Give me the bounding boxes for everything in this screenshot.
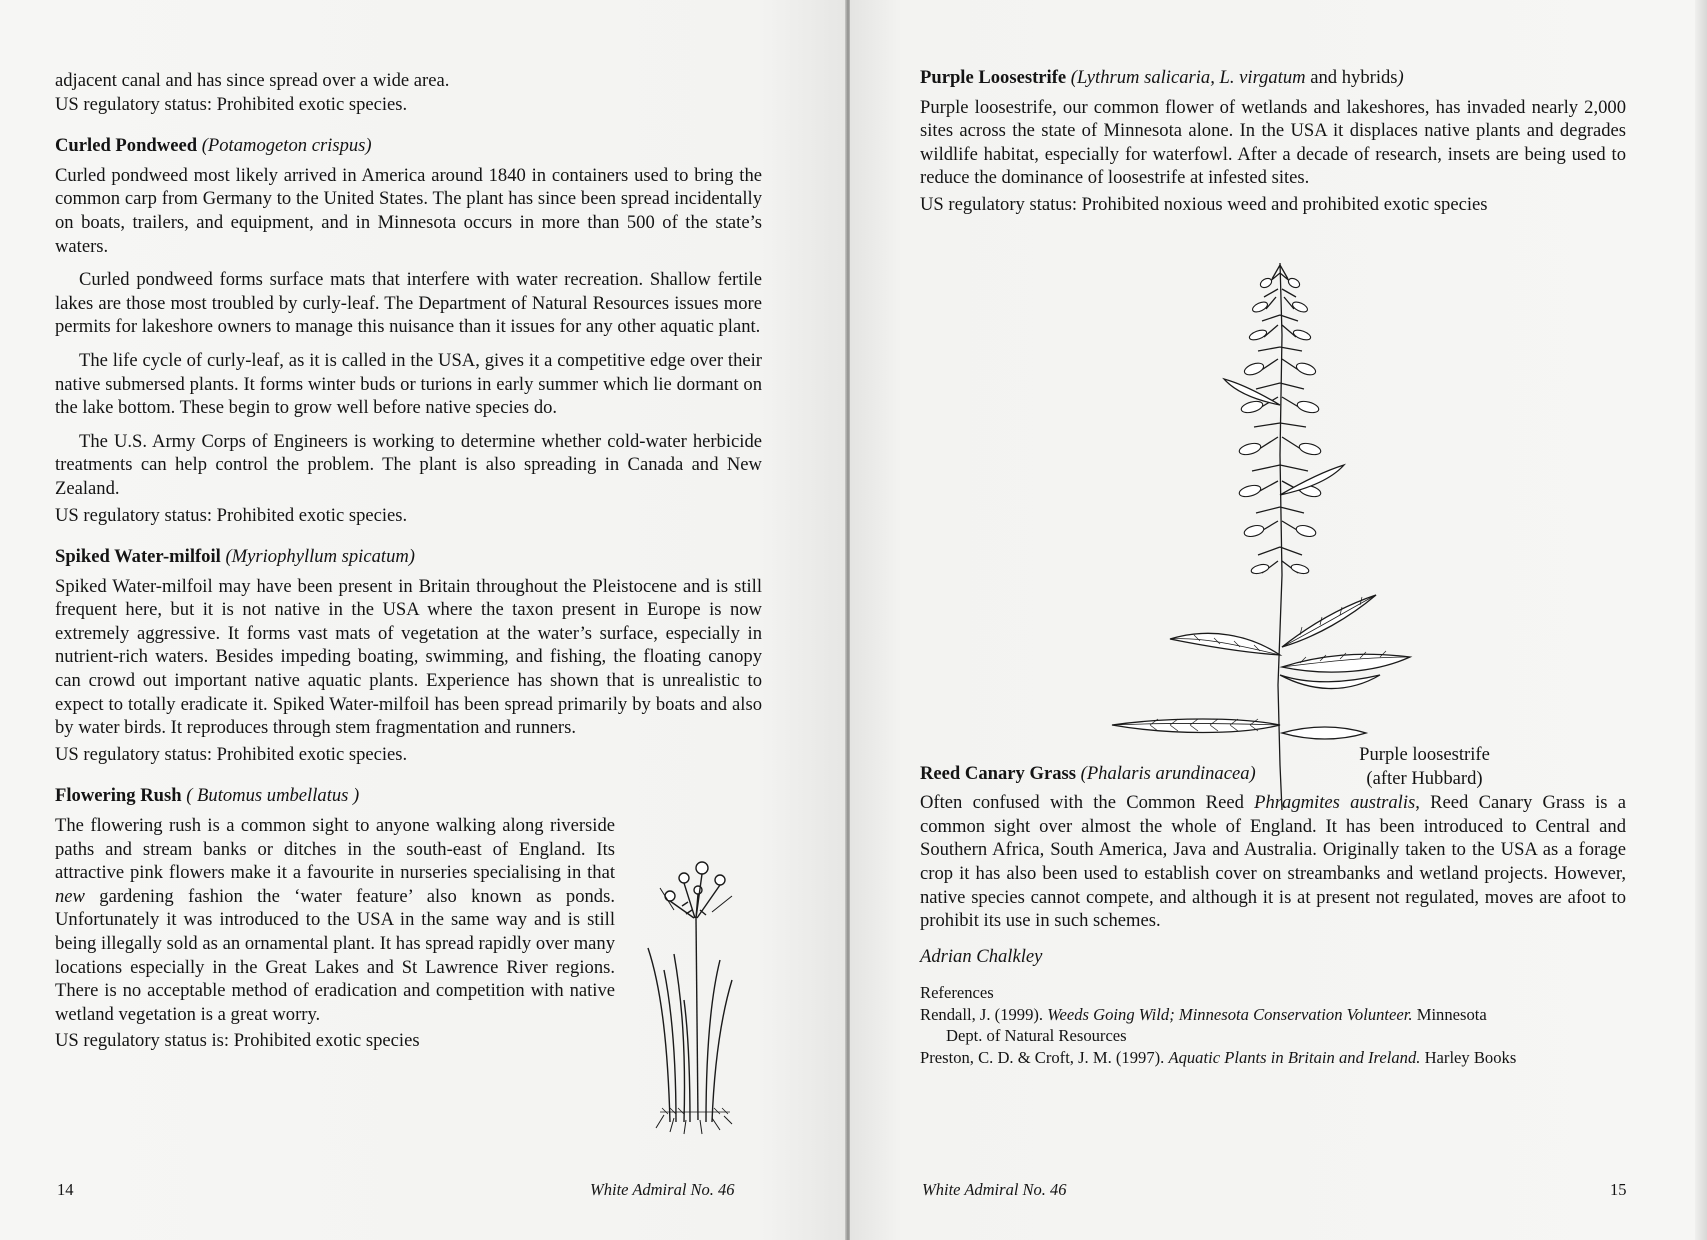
paragraph: Curled pondweed forms surface mats that interfere with water recreation. Shallow fertile lakes are those most troubled by curly-leaf. The Department of Natural Resources issues more permits for lakeshore owners to manage this nuisance than it issues for any other aquatic plant. xyxy=(55,269,762,338)
section-heading-curled-pondweed xyxy=(55,134,762,158)
species-name: Spiked Water-milfoil xyxy=(55,546,221,568)
species-name: Flowering Rush xyxy=(55,785,182,807)
paragraph: Often confused with the Common Reed Phragmites australis, Reed Canary Grass is a common sight over almost the whole of England. It has been introduced to Central and Southern Africa, South America, Java and Australia. Originally taken to the USA as a forage crop it has also been used to establish cover on streambanks and wetland projects. However, native species cannot compete, and although it is at present not regulated, moves are afoot to prohibit its use in such schemes. xyxy=(920,792,1626,932)
regulatory-status: US regulatory status is: Prohibited exotic species xyxy=(55,1030,420,1052)
species-name: Purple Loosestrife xyxy=(920,67,1067,88)
intro-line: adjacent canal and has since spread over a wide area. xyxy=(55,70,450,91)
regulatory-status: US regulatory status: Prohibited exotic species. xyxy=(55,504,408,526)
section-heading-flowering-rush xyxy=(55,784,762,808)
regulatory-status: US regulatory status: Prohibited exotic species. xyxy=(55,743,408,765)
paragraph: Curled pondweed most likely arrived in America around 1840 in containers used to bring the common carp from Germany to the United States. The plant has since been spread incidentally on boats, trailers, and equipment, and in Minnesota occurs in more than 500 of the state’s waters. xyxy=(55,164,762,257)
references-heading: References xyxy=(920,983,994,1003)
latin-name: (Lythrum salicaria, L. virgatum and hybrids) xyxy=(1070,67,1404,88)
reference-continuation: Dept. of Natural Resources xyxy=(946,1026,1127,1046)
paragraph: The flowering rush is a common sight to anyone walking along riverside paths and stream banks or ditches in the south-east of England. Its attractive pink flowers make it a favourite in nurseries specialising in that new gardening fashion the ‘water feature’ also known as ponds. Unfortunately it was introduced to the USA in the same way and is still being illegally sold as an ornamental plant. It has spread rapidly over many locations especially in the Great Lakes and St Lawrence River regions. There is no acceptable method of eradication and competition with native wetland vegetation is a great worry. xyxy=(55,815,615,1025)
latin-name: (Potamogeton crispus) xyxy=(201,135,372,157)
flowering-rush-illustration xyxy=(640,850,750,1135)
page-number: 15 xyxy=(1610,1180,1627,1199)
references-list xyxy=(920,982,1626,1068)
journal-footer: White Admiral No. 46 xyxy=(922,1180,1067,1199)
paragraph: The U.S. Army Corps of Engineers is working to determine whether cold-water herbicide treatments can help control the problem. The plant is also spreading in Canada and New Zealand. xyxy=(55,430,762,499)
page-edge xyxy=(1695,0,1707,1240)
page-number: 14 xyxy=(57,1180,74,1199)
purple-loosestrife-illustration xyxy=(1110,255,1440,815)
species-name: Reed Canary Grass xyxy=(920,762,1076,784)
journal-footer: White Admiral No. 46 xyxy=(590,1180,735,1199)
species-name: Curled Pondweed xyxy=(55,135,198,157)
reference-item: Preston, C. D. & Croft, J. M. (1997). Aquatic Plants in Britain and Ireland. Harley Books xyxy=(920,1047,1517,1067)
latin-name: (Myriophyllum spicatum) xyxy=(225,546,415,568)
reference-item: Rendall, J. (1999). Weeds Going Wild; Minnesota Conservation Volunteer. Minnesota xyxy=(920,1004,1487,1024)
section-heading-purple-loosestrife xyxy=(920,66,1626,90)
section-heading-spiked-water-milfoil xyxy=(55,545,762,569)
paragraph: Purple loosestrife, our common flower of wetlands and lakeshores, has invaded nearly 2,000 sites across the state of Minnesota alone. In the USA it displaces native plants and degrades wildlife habitat, especially for waterfowl. After a decade of research, insets are being used to reduce the dominance of loosestrife at infested sites. xyxy=(920,96,1626,189)
paragraph: The life cycle of curly-leaf, as it is called in the USA, gives it a competitive edge over their native submersed plants. It forms winter buds or turions in early summer which lie dormant on the lake bottom. These begin to grow well before native species do. xyxy=(55,349,762,419)
latin-name: (Phalaris arundinacea) xyxy=(1080,762,1256,784)
regulatory-status: US regulatory status: Prohibited noxious weed and prohibited exotic species xyxy=(920,193,1488,215)
article-author: Adrian Chalkley xyxy=(920,945,1043,967)
paragraph: Spiked Water-milfoil may have been present in Britain throughout the Pleistocene and is still frequent here, but it is not native in the USA where the taxon present in Europe is now extremely aggressive. It forms vast mats of vegetation at the water’s surface, especially in nutrient-rich waters. Besides impeding boating, swimming, and fishing, the floating canopy can crowd out important native aquatic plants. Experience has shown that is unrealistic to expect to totally eradicate it. Spiked Water-milfoil has been spread primarily by boats and also by water birds. It reproduces through stem fragmentation and runners. xyxy=(55,575,762,739)
intro-status: US regulatory status: Prohibited exotic species. xyxy=(55,93,408,115)
figure-caption: Purple loosestrife (after Hubbard) xyxy=(1359,744,1490,789)
latin-name: ( Butomus umbellatus ) xyxy=(186,785,360,807)
